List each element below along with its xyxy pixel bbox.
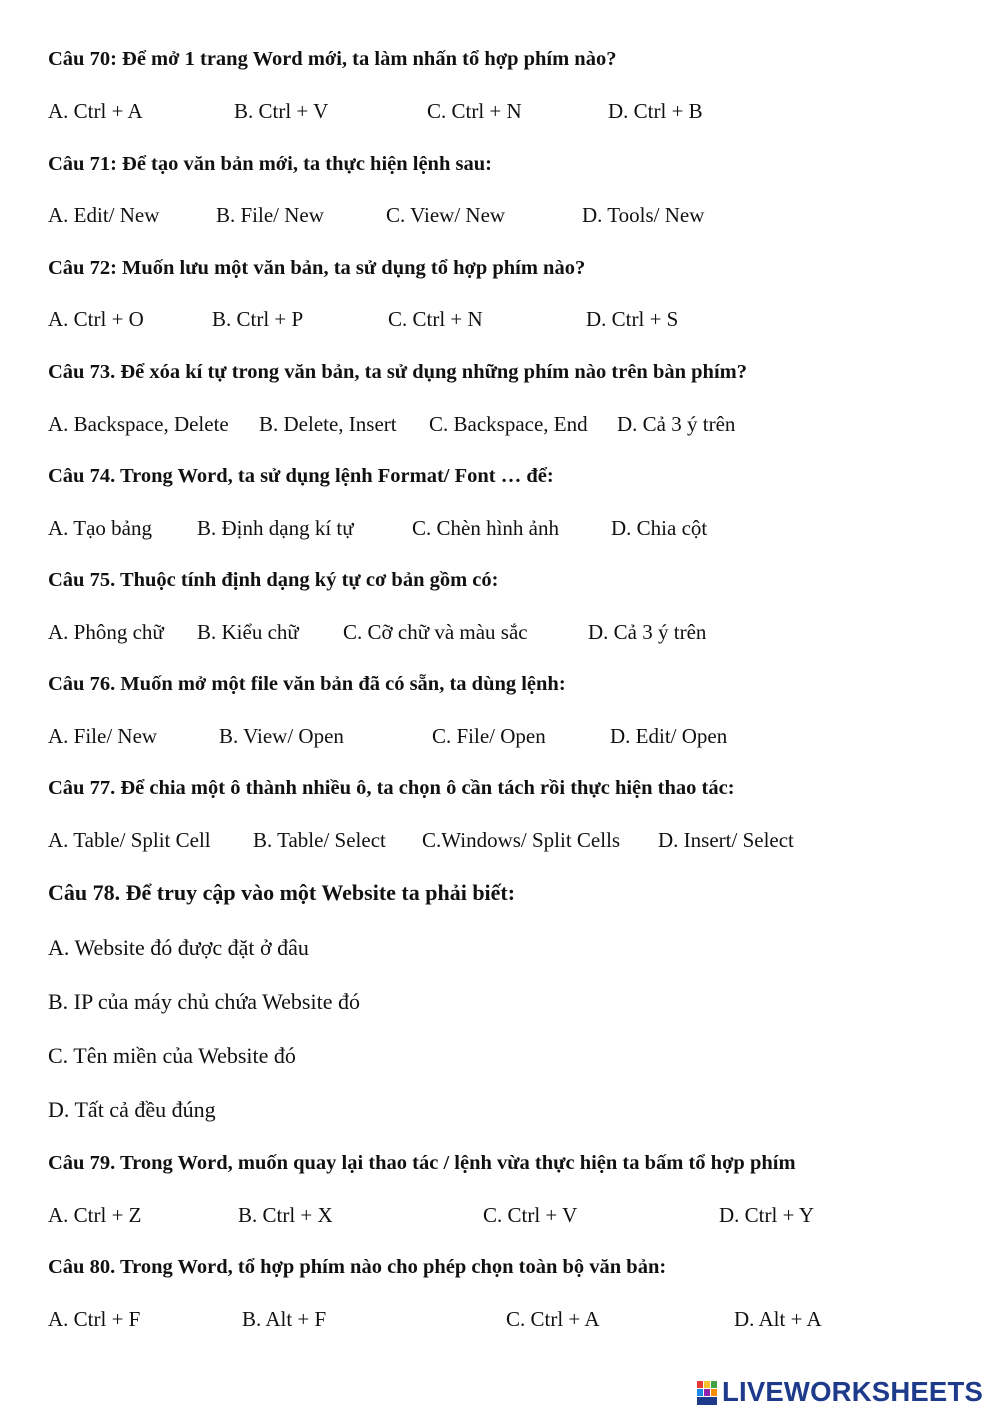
- answer-option[interactable]: A. Edit/ New: [48, 203, 160, 227]
- answer-option[interactable]: C. Tên miền của Website đó: [48, 1043, 296, 1068]
- answer-row: [0, 203, 1000, 231]
- answer-option[interactable]: A. File/ New: [48, 724, 158, 748]
- answer-option[interactable]: B. Table/ Select: [253, 828, 386, 852]
- answer-option[interactable]: D. Insert/ Select: [658, 828, 794, 852]
- answer-row: [0, 99, 1000, 127]
- answer-option[interactable]: A. Ctrl + A: [48, 99, 143, 123]
- answer-option[interactable]: A. Ctrl + O: [48, 307, 144, 331]
- answer-option[interactable]: C. Cỡ chữ và màu sắc: [343, 620, 528, 644]
- answer-option[interactable]: C. Chèn hình ảnh: [412, 516, 559, 540]
- answer-row: [0, 724, 1000, 752]
- answer-option[interactable]: C. View/ New: [386, 203, 506, 227]
- answer-option[interactable]: C. Backspace, End: [429, 412, 588, 436]
- liveworksheets-watermark: [696, 1376, 996, 1410]
- answer-option[interactable]: B. Delete, Insert: [259, 412, 397, 436]
- question-77: Câu 77. Để chia một ô thành nhiều ô, ta chọn ô cần tách rồi thực hiện thao tác:: [48, 777, 735, 799]
- answer-option[interactable]: B. Định dạng kí tự: [197, 516, 354, 540]
- answer-option[interactable]: A. Ctrl + Z: [48, 1203, 142, 1227]
- answer-option[interactable]: B. View/ Open: [219, 724, 344, 748]
- answer-option[interactable]: A. Ctrl + F: [48, 1307, 141, 1331]
- answer-option[interactable]: C. Ctrl + N: [388, 307, 483, 331]
- answer-option[interactable]: D. Edit/ Open: [610, 724, 728, 748]
- answer-option[interactable]: C. File/ Open: [432, 724, 546, 748]
- question-76: Câu 76. Muốn mở một file văn bản đã có sẵn, ta dùng lệnh:: [48, 673, 566, 695]
- answer-option[interactable]: D. Alt + A: [734, 1307, 822, 1331]
- answer-row: [0, 828, 1000, 856]
- liveworksheets-logo-icon: [696, 1380, 718, 1406]
- answer-option[interactable]: A. Phông chữ: [48, 620, 164, 644]
- answer-option[interactable]: D. Ctrl + S: [586, 307, 679, 331]
- answer-option[interactable]: D. Tất cả đều đúng: [48, 1097, 216, 1122]
- answer-row: [0, 307, 1000, 335]
- answer-option[interactable]: D. Ctrl + B: [608, 99, 703, 123]
- answer-option[interactable]: B. Ctrl + X: [238, 1203, 333, 1227]
- answer-option[interactable]: D. Chia cột: [611, 516, 708, 540]
- question-74: Câu 74. Trong Word, ta sử dụng lệnh Format/ Font … để:: [48, 465, 554, 487]
- answer-row: [0, 620, 1000, 648]
- answer-option[interactable]: B. File/ New: [216, 203, 324, 227]
- answer-option[interactable]: D. Cả 3 ý trên: [588, 620, 707, 644]
- answer-option[interactable]: D. Tools/ New: [582, 203, 705, 227]
- answer-row: [0, 412, 1000, 440]
- answer-option[interactable]: A. Backspace, Delete: [48, 412, 229, 436]
- answer-option[interactable]: B. Alt + F: [242, 1307, 327, 1331]
- answer-option[interactable]: C.Windows/ Split Cells: [422, 828, 621, 852]
- answer-row: [0, 516, 1000, 544]
- question-73: Câu 73. Để xóa kí tự trong văn bản, ta sử dụng những phím nào trên bàn phím?: [48, 361, 747, 383]
- answer-option[interactable]: C. Ctrl + N: [427, 99, 522, 123]
- question-79: Câu 79. Trong Word, muốn quay lại thao tác / lệnh vừa thực hiện ta bấm tổ hợp phím: [48, 1152, 796, 1174]
- answer-option[interactable]: D. Cả 3 ý trên: [617, 412, 736, 436]
- question-75: Câu 75. Thuộc tính định dạng ký tự cơ bản gồm có:: [48, 569, 499, 591]
- answer-option[interactable]: D. Ctrl + Y: [719, 1203, 815, 1227]
- answer-option[interactable]: A. Tạo bảng: [48, 516, 153, 540]
- answer-option[interactable]: B. Ctrl + V: [234, 99, 329, 123]
- answer-row: [0, 1307, 1000, 1335]
- answer-option[interactable]: A. Website đó được đặt ở đâu: [48, 935, 309, 960]
- question-71: Câu 71: Để tạo văn bản mới, ta thực hiện lệnh sau:: [48, 153, 492, 175]
- answer-option[interactable]: C. Ctrl + V: [483, 1203, 578, 1227]
- watermark-text: LIVEWORKSHEETS: [722, 1376, 984, 1407]
- answer-row: [0, 1203, 1000, 1231]
- answer-option[interactable]: C. Ctrl + A: [506, 1307, 600, 1331]
- answer-option[interactable]: B. IP của máy chủ chứa Website đó: [48, 989, 360, 1014]
- answer-option[interactable]: B. Ctrl + P: [212, 307, 304, 331]
- question-78: Câu 78. Để truy cập vào một Website ta phải biết:: [48, 880, 516, 905]
- answer-option[interactable]: B. Kiểu chữ: [197, 620, 299, 644]
- answer-option[interactable]: A. Table/ Split Cell: [48, 828, 211, 852]
- question-80: Câu 80. Trong Word, tổ hợp phím nào cho phép chọn toàn bộ văn bản:: [48, 1256, 667, 1278]
- question-72: Câu 72: Muốn lưu một văn bản, ta sử dụng tổ hợp phím nào?: [48, 257, 586, 279]
- question-70: Câu 70: Để mở 1 trang Word mới, ta làm nhấn tổ hợp phím nào?: [48, 48, 617, 70]
